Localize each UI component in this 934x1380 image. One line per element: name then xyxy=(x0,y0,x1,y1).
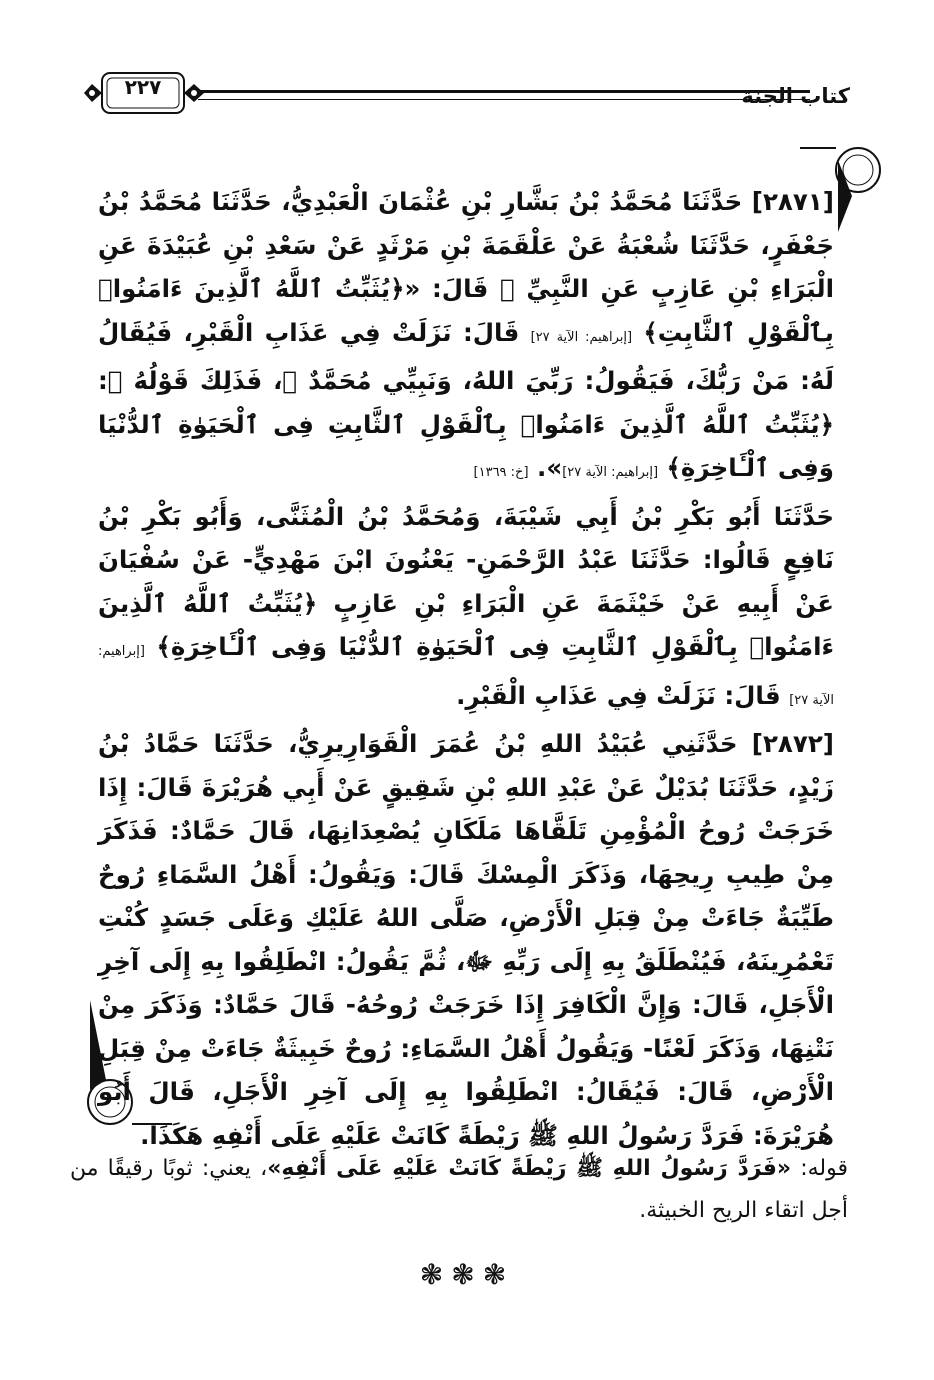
hadith-2871-text-2: قَالَ: نَزَلَتْ فِي عَذَابِ الْقَبْرِ، فَيُقَالُ لَهُ: مَنْ رَبُّكَ، فَيَقُولُ: رَبِّيَ اللهُ، وَنَبِيِّي مُحَمَّدٌ ﷺ، فَذَلِكَ قَوْلُهُ ﷻ: ﴿يُثَبِّتُ ٱللَّهُ ٱلَّذِينَ ءَامَنُوا۟ بِٱلْقَوْلِ ٱلثَّابِتِ فِى ٱلْحَيَوٰةِ ٱلدُّنْيَا وَفِى ٱلْـَٔاخِرَةِ﴾ xyxy=(98,317,834,482)
page-number: ٢٢٧ xyxy=(124,75,162,99)
hadith-2872: [٢٨٧٢] حَدَّثَنِي عُبَيْدُ اللهِ بْنُ عُمَرَ الْقَوَارِيرِيُّ، حَدَّثَنَا حَمَّادُ بْنُ زَيْدٍ، حَدَّثَنَا بُدَيْلٌ عَنْ عَبْدِ اللهِ بْنِ شَقِيقٍ عَنْ أَبِي هُرَيْرَةَ قَالَ: إِذَا خَرَجَتْ رُوحُ الْمُؤْمِنِ تَلَقَّاهَا مَلَكَانِ يُصْعِدَانِهَا، قَالَ حَمَّادٌ: فَذَكَرَ مِنْ طِيبِ رِيحِهَا، وَذَكَرَ الْمِسْكَ قَالَ: وَيَقُولُ: أَهْلُ السَّمَاءِ رُوحٌ طَيِّبَةٌ جَاءَتْ مِنْ قِبَلِ الْأَرْضِ، صَلَّى اللهُ عَلَيْكِ وَعَلَى جَسَدٍ كُنْتِ تَعْمُرِينَهُ، فَيُنْطَلَقُ بِهِ إِلَى رَبِّهِ ﷻ، ثُمَّ يَقُولُ: انْطَلِقُوا بِهِ إِلَى آخِرِ الْأَجَلِ، قَالَ: وَإِنَّ الْكَافِرَ إِذَا خَرَجَتْ رُوحُهُ- قَالَ حَمَّادٌ: وَذَكَرَ مِنْ نَتْنِهَا، وَذَكَرَ لَعْنًا- وَيَقُولُ أَهْلُ السَّمَاءِ: رُوحٌ خَبِيثَةٌ جَاءَتْ مِنْ قِبَلِ الْأَرْضِ، قَالَ: فَيُقَالُ: انْطَلِقُوا بِهِ إِلَى آخِرِ الْأَجَلِ، قَالَ أَبُو هُرَيْرَةَ: فَرَدَّ رَسُولُ اللهِ ﷺ رَيْطَةً كَانَتْ عَلَيْهِ عَلَى أَنْفِهِ هَكَذَا. xyxy=(98,729,834,1150)
commentary xyxy=(70,1148,848,1232)
hadith-2871 xyxy=(98,180,834,495)
running-title: كتاب الجنة xyxy=(741,84,850,108)
main-text xyxy=(98,180,834,1157)
hadith-2871-b-text-1: حَدَّثَنَا أَبُو بَكْرِ بْنُ أَبِي شَيْبَةَ، وَمُحَمَّدُ بْنُ الْمُثَنَّى، وَأَبُو بَكْرِ بْنُ نَافِعٍ قَالُوا: حَدَّثَنَا عَبْدُ الرَّحْمَنِ- يَعْنُونَ ابْنَ مَهْدِيٍّ- عَنْ سُفْيَانَ عَنْ أَبِيهِ عَنْ خَيْثَمَةَ عَنِ الْبَرَاءِ بْنِ عَازِبٍ ﴿يُثَبِّتُ ٱللَّهُ ٱلَّذِينَ ءَامَنُوا۟ بِٱلْقَوْلِ ٱلثَّابِتِ فِى ٱلْحَيَوٰةِ ٱلدُّنْيَا وَفِى ٱلْـَٔاخِرَةِ﴾ xyxy=(98,501,834,661)
quran-reference: [إبراهيم: الآية ٢٧] xyxy=(530,329,633,345)
hadith-2871-b-text-2: قَالَ: نَزَلَتْ فِي عَذَابِ الْقَبْرِ. xyxy=(456,680,790,710)
quran-reference: [إبراهيم: الآية ٢٧] xyxy=(562,465,659,480)
section-separator: ❃❃❃ xyxy=(419,1258,515,1291)
commentary-lead: قوله: xyxy=(791,1156,848,1181)
commentary-explanation: ، يعني: ثوبًا رقيقًا من أجل اتقاء الريح الخبيثة. xyxy=(70,1156,848,1223)
commentary-quote: «فَرَدَّ رَسُولُ اللهِ ﷺ رَيْطَةً كَانَتْ عَلَيْهِ عَلَى أَنْفِهِ» xyxy=(267,1156,792,1181)
hadith-2871-text-1: [٢٨٧١] حَدَّثَنَا مُحَمَّدُ بْنُ بَشَّارِ بْنِ عُثْمَانَ الْعَبْدِيُّ، حَدَّثَنَا مُحَمَّدُ بْنُ جَعْفَرٍ، حَدَّثَنَا شُعْبَةُ عَنْ عَلْقَمَةَ بْنِ مَرْثَدٍ عَنْ سَعْدِ بْنِ عُبَيْدَةَ عَنِ الْبَرَاءِ بْنِ عَازِبٍ عَنِ النَّبِيِّ ﷺ قَالَ: «﴿يُثَبِّتُ ٱللَّهُ ٱلَّذِينَ ءَامَنُوا۟ بِٱلْقَوْلِ ٱلثَّابِتِ﴾ xyxy=(98,187,834,347)
hadith-2871-text-3: ». xyxy=(528,453,563,482)
hadith-2871-b xyxy=(98,495,834,723)
bukhari-reference: [خ: ١٣٦٩] xyxy=(473,465,529,480)
quran-reference: [إبراهيم: الآية ٢٧] xyxy=(98,644,834,708)
